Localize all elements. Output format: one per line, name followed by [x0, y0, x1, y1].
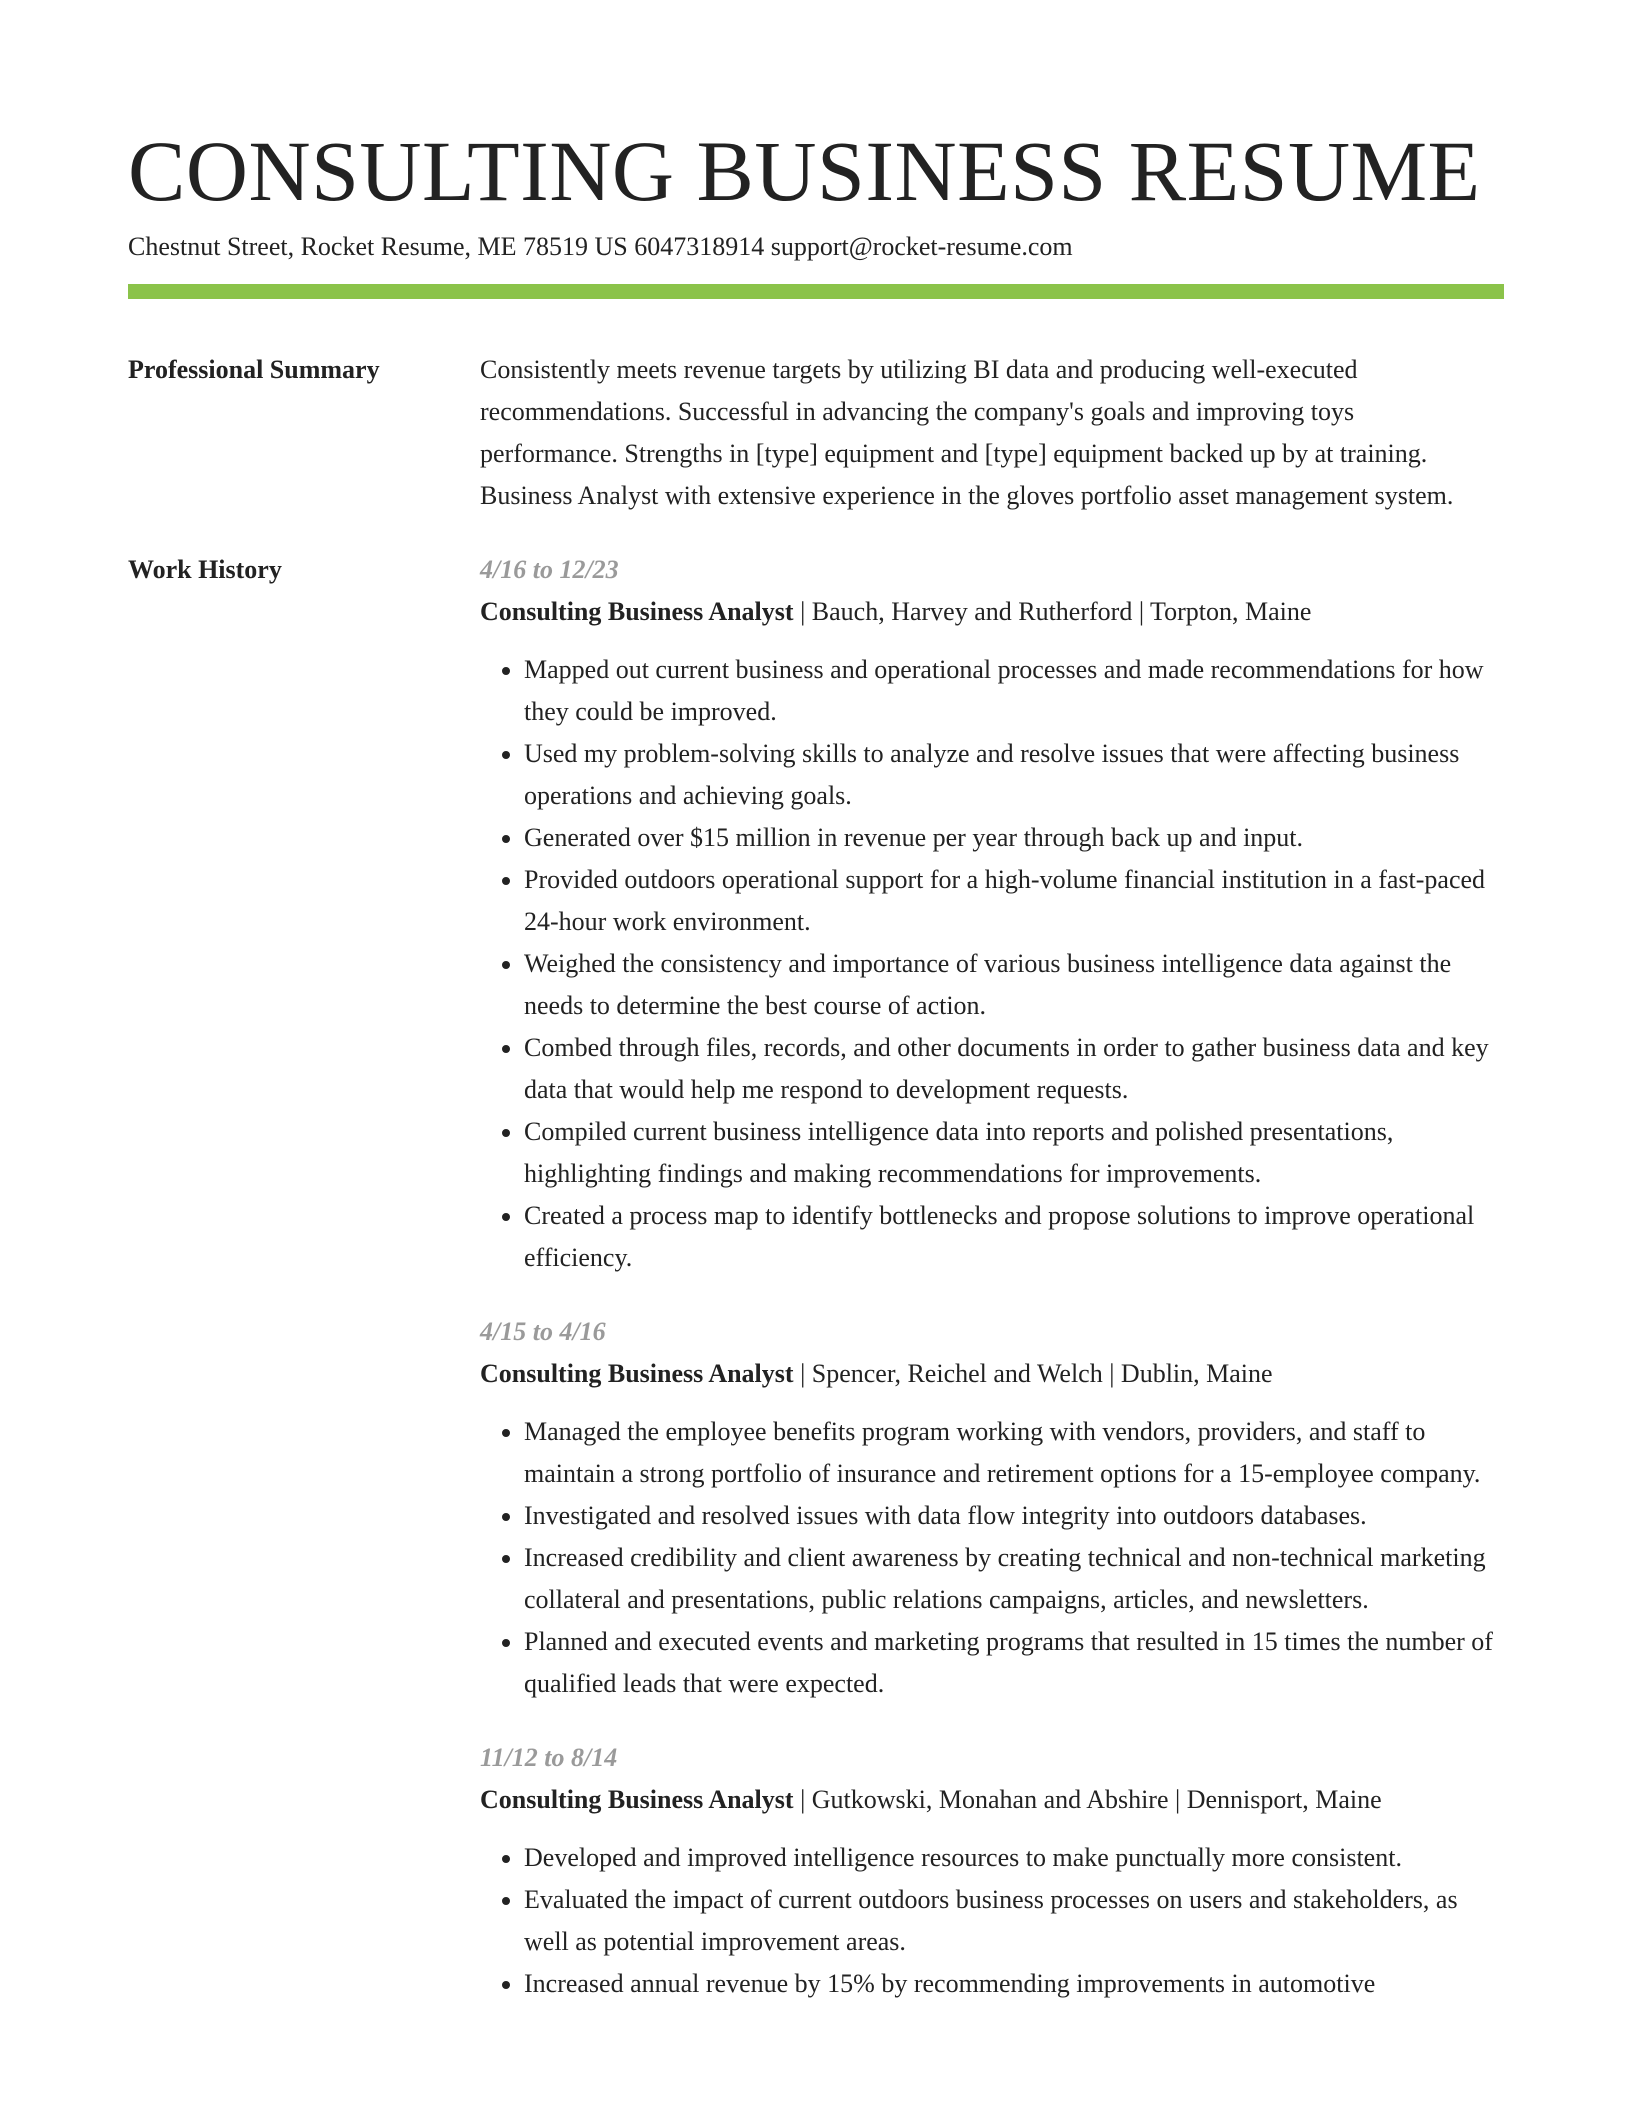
job-entry [480, 549, 1504, 1279]
job-bullet: • Used my problem-solving skills to analyze and resolve issues that were affecting business operations and achieving goals. [524, 733, 1504, 817]
job-dates: 4/15 to 4/16 [480, 1317, 606, 1346]
job-bullet: • Increased credibility and client awareness by creating technical and non-technical marketing collateral and presentations, public relations campaigns, articles, and newsletters. [524, 1537, 1504, 1621]
job-title: Consulting Business Analyst [480, 1359, 794, 1388]
job-employer-location: | Gutkowski, Monahan and Abshire | Dennisport, Maine [793, 1785, 1382, 1814]
job-bullet: • Developed and improved intelligence resources to make punctually more consistent. [524, 1837, 1504, 1879]
work-history-section [128, 549, 1504, 2037]
section-label-work-history: Work History [128, 555, 282, 584]
job-heading [480, 1779, 1504, 1821]
job-bullet: • Combed through files, records, and other documents in order to gather business data and key data that would help me respond to development requests. [524, 1027, 1504, 1111]
professional-summary-section [128, 349, 1504, 517]
job-bullet: • Planned and executed events and marketing programs that resulted in 15 times the number of qualified leads that were expected. [524, 1621, 1504, 1705]
job-bullet: • Investigated and resolved issues with data flow integrity into outdoors databases. [524, 1495, 1504, 1537]
section-label-professional-summary: Professional Summary [128, 355, 380, 384]
job-bullet: • Mapped out current business and operational processes and made recommendations for how they could be improved. [524, 649, 1504, 733]
job-dates: 11/12 to 8/14 [480, 1743, 618, 1772]
resume-title: CONSULTING BUSINESS RESUME [128, 123, 1481, 219]
job-bullet: • Evaluated the impact of current outdoors business processes on users and stakeholders, as well as potential improvement areas. [524, 1879, 1504, 1963]
contact-info: Chestnut Street, Rocket Resume, ME 78519 US 6047318914 support@rocket-resume.com [128, 232, 1073, 261]
job-bullet: • Generated over $15 million in revenue per year through back up and input. [524, 817, 1504, 859]
job-bullet-list [480, 1411, 1504, 1705]
job-bullet: • Compiled current business intelligence data into reports and polished presentations, highlighting findings and making recommendations for improvements. [524, 1111, 1504, 1195]
job-entry [480, 1737, 1504, 2005]
job-bullet: • Provided outdoors operational support for a high-volume financial institution in a fast-paced 24-hour work environment. [524, 859, 1504, 943]
header-divider [128, 284, 1504, 299]
job-bullet: • Managed the employee benefits program working with vendors, providers, and staff to maintain a strong portfolio of insurance and retirement options for a 15-employee company. [524, 1411, 1504, 1495]
job-heading [480, 1353, 1504, 1395]
job-bullet-list [480, 649, 1504, 1279]
job-title: Consulting Business Analyst [480, 597, 794, 626]
job-employer-location: | Bauch, Harvey and Rutherford | Torpton, Maine [793, 597, 1312, 626]
job-bullet-list [480, 1837, 1504, 2005]
resume-page [128, 0, 1504, 2037]
job-dates: 4/16 to 12/23 [480, 555, 619, 584]
job-entry [480, 1311, 1504, 1705]
work-history-body [480, 549, 1504, 2037]
job-bullet: • Created a process map to identify bottlenecks and propose solutions to improve operational efficiency. [524, 1195, 1504, 1279]
job-title: Consulting Business Analyst [480, 1785, 794, 1814]
summary-text: Consistently meets revenue targets by utilizing BI data and producing well-executed recommendations. Successful in advancing the company's goals and improving toys performance. Strengths in [type] equipment and [type] equipment backed up by at training. Business Analyst with extensive experience in the gloves portfolio asset management system. [480, 355, 1454, 510]
job-heading [480, 591, 1504, 633]
job-employer-location: | Spencer, Reichel and Welch | Dublin, Maine [793, 1359, 1273, 1388]
job-bullet: • Increased annual revenue by 15% by recommending improvements in automotive [524, 1963, 1504, 2005]
summary-body [480, 349, 1504, 517]
job-bullet: • Weighed the consistency and importance of various business intelligence data against the needs to determine the best course of action. [524, 943, 1504, 1027]
